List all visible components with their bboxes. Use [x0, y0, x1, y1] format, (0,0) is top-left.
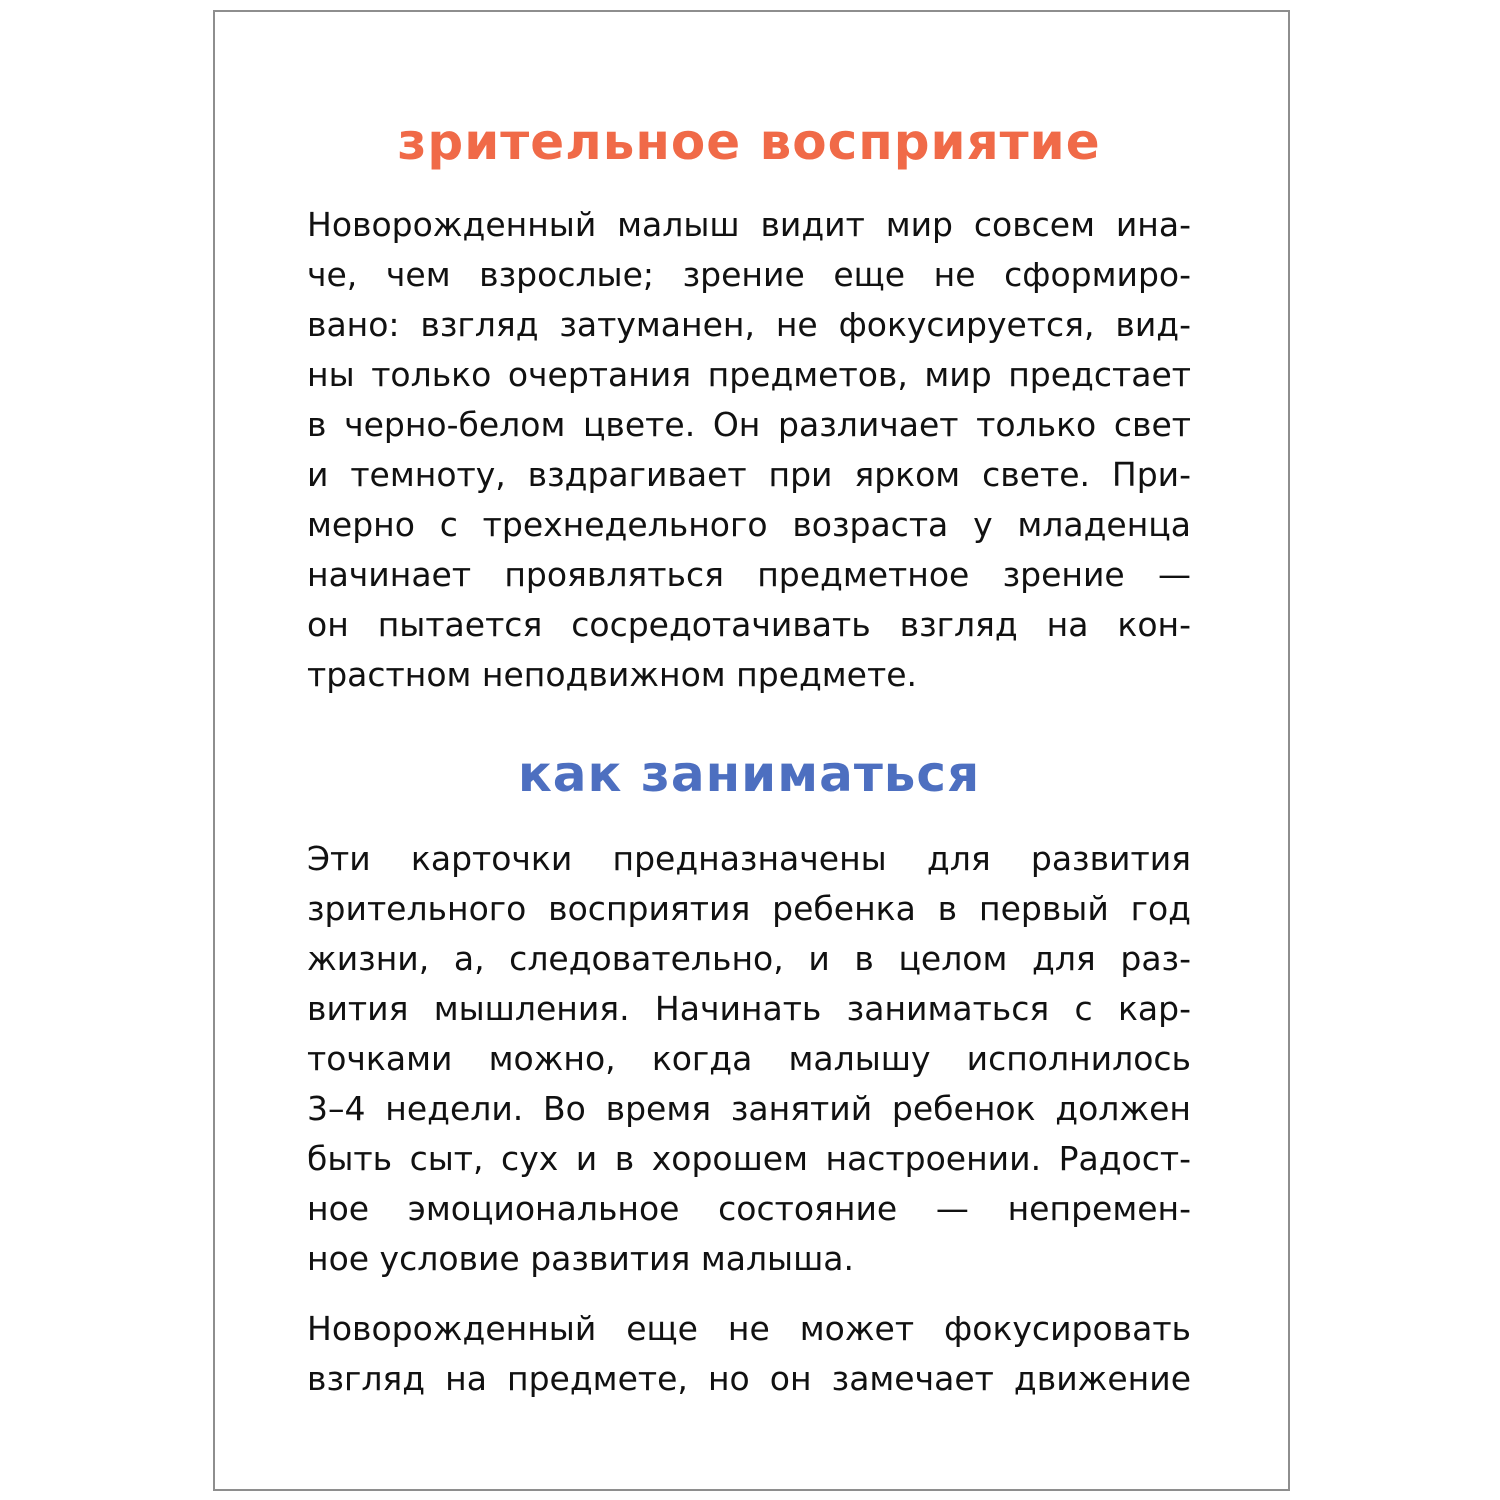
text-line: ное условие развития малыша.: [307, 1239, 854, 1278]
text-line: и темноту, вздрагивает при ярком свете. При-: [307, 455, 1191, 494]
text-line: че, чем взрослые; зрение еще не сформиро-: [307, 255, 1191, 294]
text-line: трастном неподвижном предмете.: [307, 655, 918, 694]
paragraph-newborn-focus: [307, 1304, 1191, 1404]
text-line: ны только очертания предметов, мир предстает: [307, 355, 1191, 394]
text-line: взгляд на предмете, но он замечает движение: [307, 1359, 1191, 1398]
text-line: Новорожденный еще не может фокусировать: [307, 1309, 1191, 1348]
text-line: Новорожденный малыш видит мир совсем ина-: [307, 205, 1191, 244]
heading-visual-perception: зрительное восприятие: [397, 113, 1101, 171]
text-line: вития мышления. Начинать заниматься с кар-: [307, 989, 1191, 1028]
text-line: в черно-белом цвете. Он различает только свет: [307, 405, 1191, 444]
card-content: [307, 112, 1191, 1404]
text-line: вано: взгляд затуманен, не фокусируется, вид-: [307, 305, 1191, 344]
text-line: ное эмоциональное состояние — непремен-: [307, 1189, 1191, 1228]
text-line: точками можно, когда малышу исполнилось: [307, 1039, 1191, 1078]
text-line: начинает проявляться предметное зрение —: [307, 555, 1191, 594]
text-line: быть сыт, сух и в хорошем настроении. Радост-: [307, 1139, 1191, 1178]
text-line: он пытается сосредотачивать взгляд на кон-: [307, 605, 1191, 644]
paragraph-visual-perception: [307, 200, 1191, 700]
instruction-card: [213, 10, 1290, 1491]
text-line: зрительного восприятия ребенка в первый год: [307, 889, 1191, 928]
text-line: жизни, а, следовательно, и в целом для раз-: [307, 939, 1191, 978]
paragraph-how-to-practice: [307, 834, 1191, 1284]
text-line: Эти карточки предназначены для развития: [307, 839, 1191, 878]
text-line: мерно с трехнедельного возраста у младенца: [307, 505, 1191, 544]
text-line: 3–4 недели. Во время занятий ребенок должен: [307, 1089, 1191, 1128]
heading-how-to-practice: как заниматься: [517, 745, 981, 803]
